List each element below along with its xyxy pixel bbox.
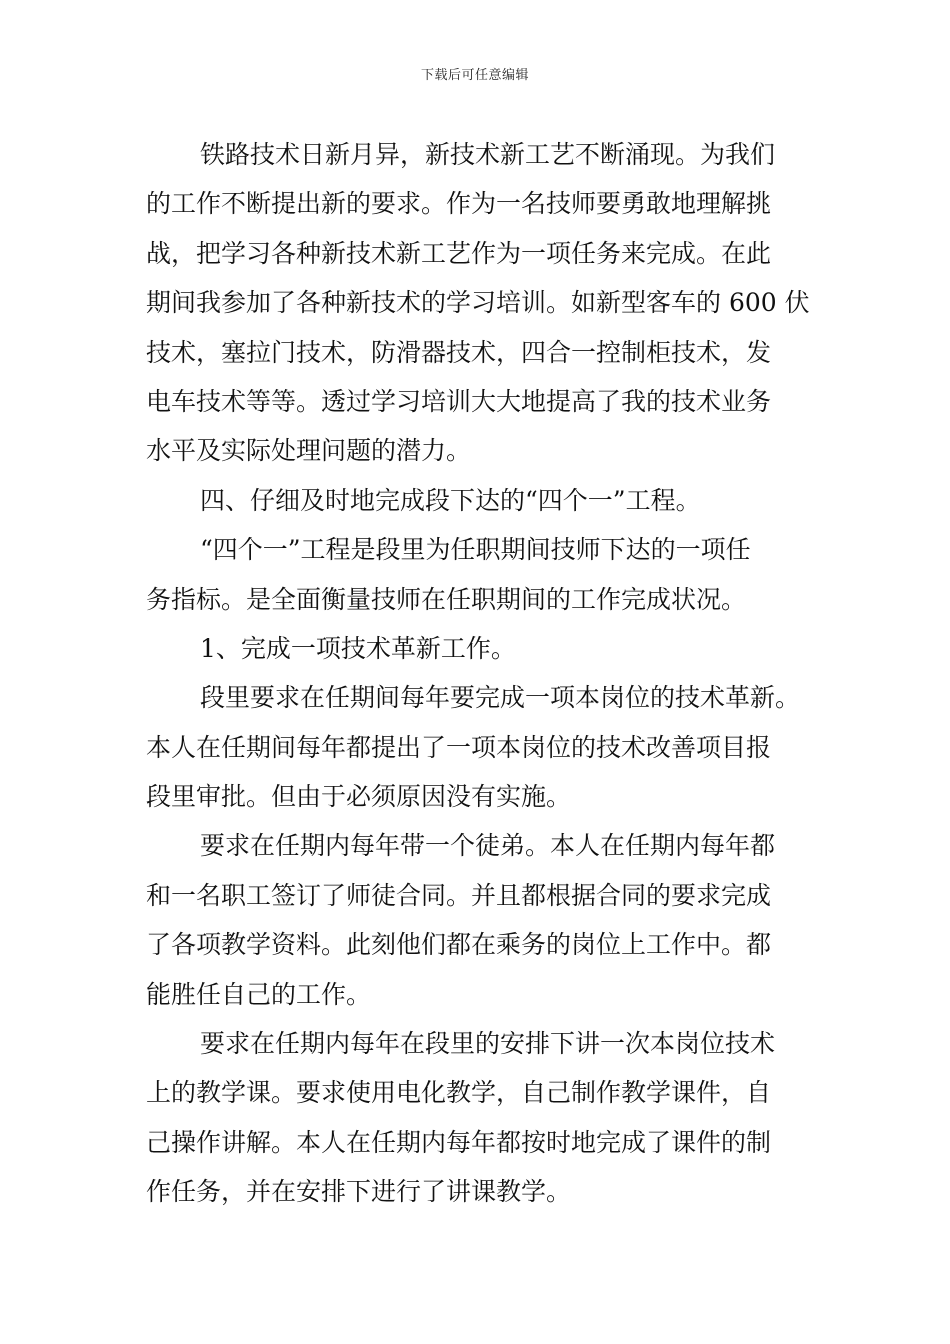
document-body — [146, 130, 818, 1217]
paragraph-line: 的工作不断提出新的要求。作为一名技师要勇敢地理解挑 — [146, 189, 772, 219]
paragraph-line: 期间我参加了各种新技术的学习培训。如新型客车的 600 伏 — [146, 288, 810, 318]
paragraph-line: 上的教学课。要求使用电化教学，自己制作教学课件，自 — [146, 1078, 772, 1108]
subsection-heading: 1、完成一项技术革新工作。 — [200, 633, 516, 663]
section-heading: 四、仔细及时地完成段下达的“四个一”工程。 — [200, 485, 701, 515]
paragraph-line: 铁路技术日新月异，新技术新工艺不断涌现。为我们 — [200, 140, 776, 169]
paragraph-line: 要求在任期内每年在段里的安排下讲一次本岗位技术 — [200, 1029, 776, 1059]
paragraph-line: 水平及实际处理问题的潜力。 — [146, 436, 472, 466]
paragraph-line: 能胜任自己的工作。 — [146, 979, 372, 1009]
paragraph-line: 战，把学习各种新技术新工艺作为一项任务来完成。在此 — [146, 238, 772, 268]
paragraph-line: 段里要求在任期间每年要完成一项本岗位的技术革新。 — [200, 683, 801, 713]
paragraph-line: 己操作讲解。本人在任期内每年都按时地完成了课件的制 — [146, 1127, 772, 1157]
page-header: 下载后可任意编辑 — [420, 68, 529, 83]
paragraph-line: “四个一”工程是段里为任职期间技师下达的一项任 — [200, 535, 751, 565]
paragraph-line: 技术，塞拉门技术，防滑器技术，四合一控制柜技术，发 — [146, 337, 772, 367]
paragraph-line: 了各项教学资料。此刻他们都在乘务的岗位上工作中。都 — [146, 930, 772, 960]
paragraph-line: 本人在任期间每年都提出了一项本岗位的技术改善项目报 — [146, 732, 772, 762]
paragraph-line: 作任务，并在安排下进行了讲课教学。 — [146, 1177, 572, 1207]
paragraph-line: 段里审批。但由于必须原因没有实施。 — [146, 782, 572, 812]
paragraph-line: 电车技术等等。透过学习培训大大地提高了我的技术业务 — [146, 386, 772, 416]
paragraph-line: 要求在任期内每年带一个徒弟。本人在任期内每年都 — [200, 831, 776, 861]
paragraph-line: 务指标。是全面衡量技师在任职期间的工作完成状况。 — [146, 584, 747, 614]
paragraph-line: 和一名职工签订了师徒合同。并且都根据合同的要求完成 — [146, 880, 772, 910]
